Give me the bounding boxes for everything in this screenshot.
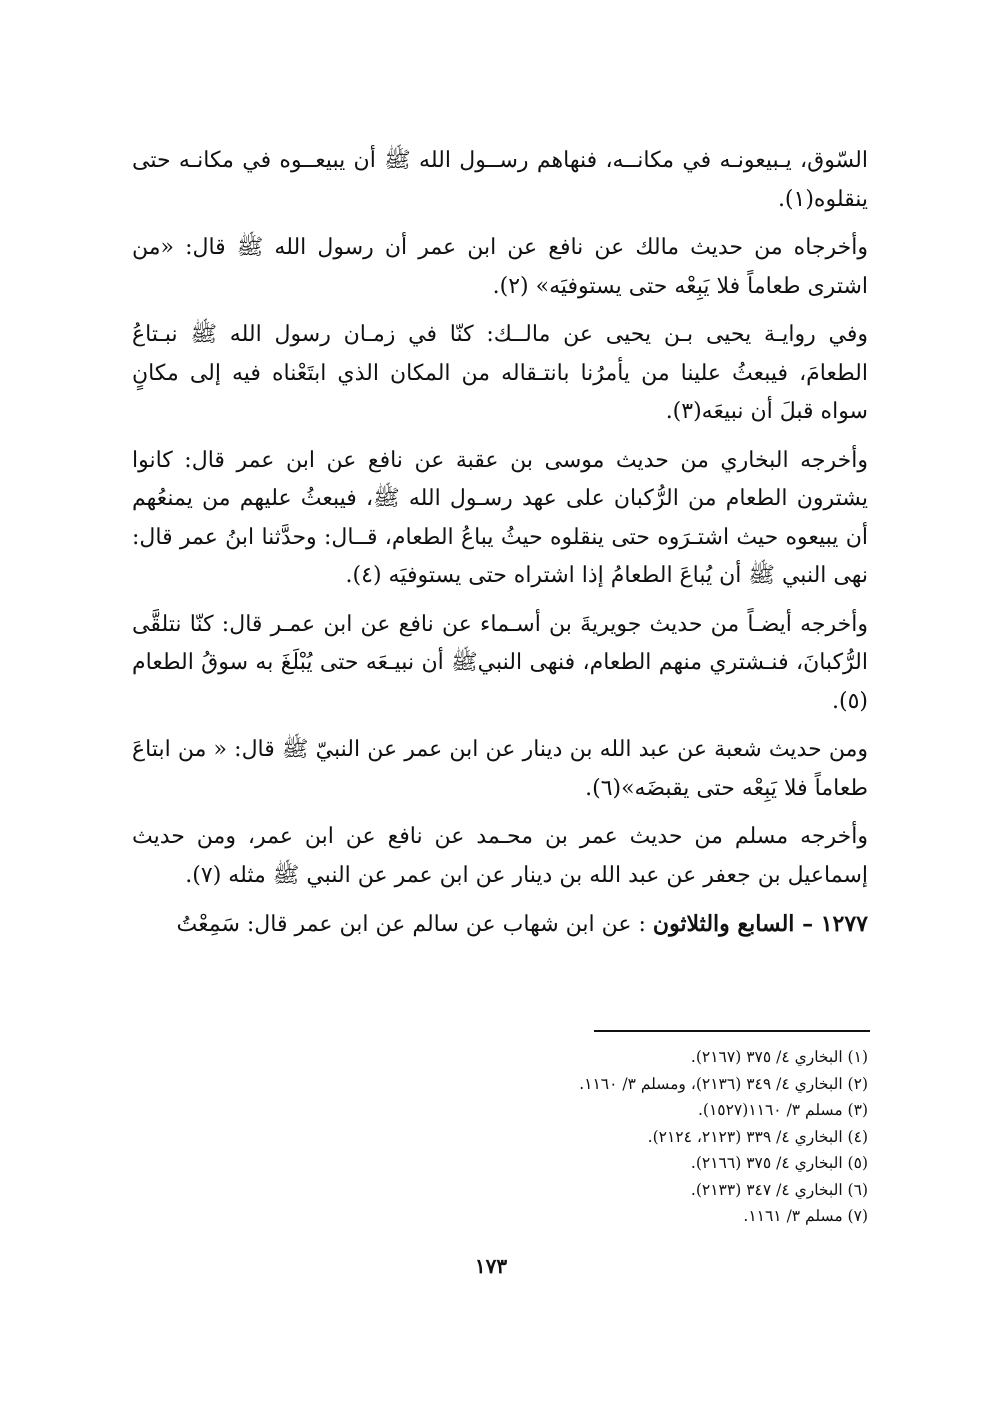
main-text bbox=[132, 142, 868, 945]
paragraph: ومن حديث شعبة عن عبد الله بن دينار عن ابن عمر عن النبيّ ﷺ قال: « من ابتاعَ طعاماً فلا يَبِعْه حتى يقبضَه»(٦). bbox=[132, 737, 868, 801]
hadith-text: : عن ابن شهاب عن سالم عن ابن عمر قال: سَمِعْتُ bbox=[176, 912, 653, 937]
hadith-title: السابع والثلاثون bbox=[652, 911, 795, 937]
paragraph: وأخرجاه من حديث مالك عن نافع عن ابن عمر أن رسول الله ﷺ قال: «من اشترى طعاماً فلا يَبِعْه حتى يستوفيَه» (٢). bbox=[132, 235, 868, 299]
footnotes bbox=[300, 1044, 868, 1230]
footnote: (١) البخاري ٤/ ٣٧٥ (٢١٦٧). bbox=[690, 1048, 868, 1066]
paragraph: وأخرجه مسلم من حديث عمر بن محـمد عن نافع عن ابن عمر، ومن حديث إسماعيل بن جعفر عن عبد الله بن دينار عن ابن عمر عن النبي ﷺ مثله (٧). bbox=[132, 824, 868, 888]
footnote: (٤) البخاري ٤/ ٣٣٩ (٢١٢٣، ٢١٢٤). bbox=[647, 1127, 868, 1146]
footnote: (٢) البخاري ٤/ ٣٤٩ (٢١٣٦)، ومسلم ٣/ ١١٦٠. bbox=[579, 1074, 868, 1093]
page-number: ١٧٣ bbox=[474, 1254, 508, 1278]
footnote-separator bbox=[594, 1030, 870, 1032]
footnote: (٦) البخاري ٤/ ٣٤٧ (٢١٣٣). bbox=[690, 1180, 868, 1199]
hadith-number: ١٢٧٧ bbox=[820, 911, 868, 937]
footnote: (٣) مسلم ٣/ ١١٦٠(١٥٢٧). bbox=[697, 1101, 868, 1119]
paragraph: وفي روايـة يحيى بـن يحيى عن مالــك: كنّا في زمـان رسول الله ﷺ نبـتاعُ الطعامَ، فيبعثُ علينا من يأمرُنا بانتـقاله من المكان الذي ابتَعْناه فيه إلى مكانٍ سواه قبلَ أن نبيعَه(٣). bbox=[132, 322, 868, 424]
paragraph: وأخرجه البخاري من حديث موسى بن عقبة عن نافع عن ابن عمر قال: كانوا يشترون الطعام من الرُّكبان على عهد رسـول الله ﷺ، فيبعثُ عليهم من يمنعُهم أن يبيعوه حيث اشتـرَوه حتى ينقلوه حيثُ يباعُ الطعام، قــال: وحدَّثنا ابنُ عمر قال: نهى النبي ﷺ أن يُباعَ الطعامُ إذا اشتراه حتى يستوفيَه (٤). bbox=[132, 447, 868, 588]
footnote: (٥) البخاري ٤/ ٣٧٥ (٢١٦٦). bbox=[690, 1154, 868, 1172]
paragraph: وأخرجه أيضـاً من حديث جويريةَ بن أسـماء عن نافع عن ابن عمـر قال: كنّا نتلقَّى الرُّكبانَ، فنـشتري منهم الطعام، فنهى النبيﷺ أن نبيـعَه حتى يُبْلَغَ به سوقُ الطعام (٥). bbox=[132, 611, 868, 714]
hadith-heading bbox=[132, 905, 868, 945]
paragraph: السّوق، يـبيعونـه في مكانــه، فنهاهم رســول الله ﷺ أن يبيعــوه في مكانـه حتى ينقلوه(١). bbox=[132, 148, 868, 212]
footnote: (٧) مسلم ٣/ ١١٦١. bbox=[743, 1207, 868, 1225]
hadith-dash: – bbox=[794, 911, 821, 937]
